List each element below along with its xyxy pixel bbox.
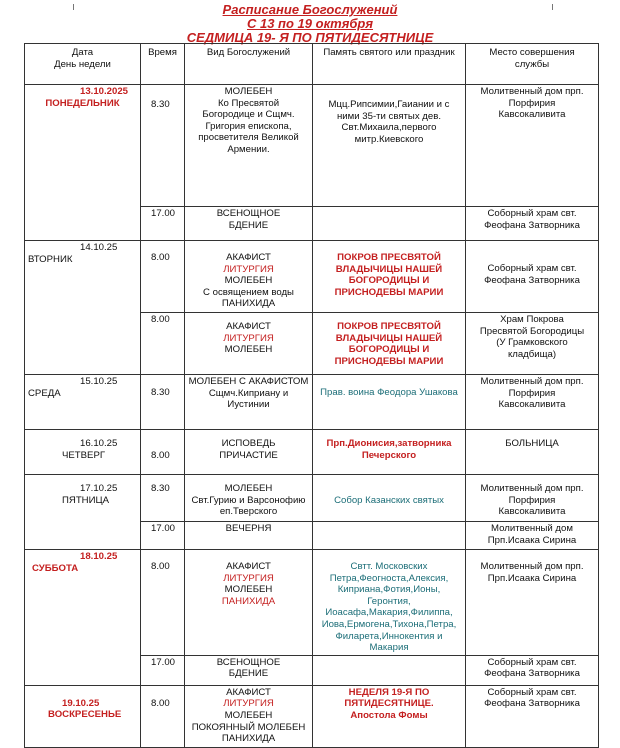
place-cell xyxy=(466,430,599,475)
memory-line: Печерского xyxy=(361,449,417,461)
time-cell: 8.00 xyxy=(141,550,185,656)
place-cell xyxy=(466,655,599,685)
service-line: Сщмч.Киприану и xyxy=(208,387,289,399)
service-line: АКАФИСТ xyxy=(226,321,271,332)
place-cell xyxy=(466,685,599,747)
place-line: Молитвенный дом прп. xyxy=(480,483,584,494)
time-cell: 8.00 xyxy=(141,685,185,747)
service-line: Богородице и Сщмч. xyxy=(202,109,295,121)
col-date-header xyxy=(25,44,141,85)
service-line: ЛИТУРГИЯ xyxy=(223,263,274,275)
memory-cell xyxy=(313,241,466,313)
place-line: БОЛЬНИЦА xyxy=(505,438,559,449)
service-line: ПАНИХИДА xyxy=(221,733,276,745)
service-cell xyxy=(185,85,313,207)
service-line: БДЕНИЕ xyxy=(228,219,269,231)
memory-line: ВЛАДЫЧИЦЫ НАШЕЙ xyxy=(335,263,443,275)
service-line: МОЛЕБЕН xyxy=(224,344,273,356)
place-cell xyxy=(466,85,599,207)
service-line: ПОКОЯННЫЙ МОЛЕБЕН xyxy=(191,721,306,733)
place-line: Пресвятой Богородицы xyxy=(479,325,585,337)
service-line: Григория епископа, xyxy=(205,120,292,132)
memory-cell xyxy=(313,655,466,685)
place-cell xyxy=(466,207,599,241)
table-row xyxy=(25,475,599,522)
memory-line: ПРИСНОДЕВЫ МАРИИ xyxy=(334,355,444,367)
service-cell xyxy=(185,375,313,430)
memory-cell xyxy=(313,375,466,430)
place-line: Молитвенный дом прп. xyxy=(480,86,584,97)
place-cell xyxy=(466,375,599,430)
place-line: Храм Покрова xyxy=(500,314,564,325)
table-row xyxy=(25,85,599,207)
col-service-header: Вид Богослужений xyxy=(185,44,313,85)
time-cell: 17.00 xyxy=(141,522,185,550)
memory-cell xyxy=(313,475,466,522)
service-line: ЛИТУРГИЯ xyxy=(223,332,274,344)
time-cell: 8.30 xyxy=(141,475,185,522)
service-line: ПАНИХИДА xyxy=(221,595,276,607)
place-line: Порфирия xyxy=(508,387,556,399)
place-line: Порфирия xyxy=(508,494,556,506)
memory-line: Геронтия, xyxy=(367,595,411,607)
place-cell xyxy=(466,475,599,522)
service-line: АКАФИСТ xyxy=(226,686,271,698)
table-row xyxy=(25,241,599,313)
date-value: 14.10.25 xyxy=(80,242,118,253)
memory-cell xyxy=(313,313,466,375)
service-line: МОЛЕБЕН xyxy=(224,483,273,494)
memory-cell xyxy=(313,550,466,656)
col-place-header xyxy=(466,44,599,85)
place-line: (У Грамковского xyxy=(496,337,568,349)
place-line: Молитвенный дом прп. xyxy=(480,561,584,572)
service-line: Иустинии xyxy=(227,399,270,411)
memory-line: митр.Киевского xyxy=(354,133,424,145)
day-value: ПОНЕДЕЛЬНИК xyxy=(45,97,120,109)
date-value: 19.10.25 xyxy=(62,697,100,709)
memory-line: Прав. воина Феодора Ушакова xyxy=(320,387,458,398)
place-line: Кавсокаливита xyxy=(498,399,566,411)
place-line: Феофана Затворника xyxy=(484,274,580,286)
date-cell-sunday xyxy=(25,685,141,747)
service-cell xyxy=(185,430,313,475)
place-line: Феофана Затворника xyxy=(484,698,580,710)
schedule-table xyxy=(24,43,599,748)
memory-cell xyxy=(313,85,466,207)
service-cell xyxy=(185,207,313,241)
memory-line: ПРИСНОДЕВЫ МАРИИ xyxy=(334,286,444,298)
table-row xyxy=(25,430,599,475)
schedule-header xyxy=(0,0,620,45)
col-time-header: Время xyxy=(141,44,185,85)
service-line: АКАФИСТ xyxy=(226,252,271,263)
memory-cell xyxy=(313,685,466,747)
service-line: МОЛЕБЕН xyxy=(224,709,273,721)
memory-line: Мцц.Рипсимии,Гаиании и с xyxy=(328,99,450,110)
place-line: Кавсокаливита xyxy=(498,109,566,121)
place-line: Соборный храм свт. xyxy=(487,263,577,274)
service-line: ПРИЧАСТИЕ xyxy=(219,449,278,461)
service-line: МОЛЕБЕН xyxy=(224,86,273,97)
service-line: МОЛЕБЕН С АКАФИСТОМ xyxy=(188,376,309,387)
place-line: Молитвенный дом xyxy=(491,523,573,534)
service-cell xyxy=(185,550,313,656)
memory-line: Киприана,Фотия,Ионы, xyxy=(337,584,441,596)
memory-line: БОГОРОДИЦЫ И xyxy=(348,344,430,356)
time-cell: 8.00 xyxy=(141,313,185,375)
col-place-label: Место совершения xyxy=(489,47,575,58)
memory-line: ПОКРОВ ПРЕСВЯТОЙ xyxy=(337,321,441,332)
time-cell: 8.30 xyxy=(141,375,185,430)
memory-cell xyxy=(313,430,466,475)
place-cell xyxy=(466,241,599,313)
date-cell-saturday xyxy=(25,550,141,686)
schedule-dates: С 13 по 19 октября xyxy=(246,16,374,31)
col-place-label-2: службы xyxy=(514,58,550,70)
memory-line: ними 35-ти святых дев. xyxy=(337,110,441,122)
table-row xyxy=(25,685,599,747)
service-line: еп.Тверского xyxy=(219,506,278,518)
service-cell xyxy=(185,313,313,375)
service-line: ИСПОВЕДЬ xyxy=(221,438,276,449)
service-line: ЛИТУРГИЯ xyxy=(223,698,274,710)
schedule-week: СЕДМИЦА 19- Я ПО ПЯТИДЕСЯТНИЦЕ xyxy=(186,30,434,45)
place-line: Молитвенный дом прп. xyxy=(480,376,584,387)
service-line: ВСЕНОЩНОЕ xyxy=(216,656,281,668)
memory-line: Собор Казанских святых xyxy=(334,495,444,506)
service-line: просветителя Великой xyxy=(198,132,299,144)
place-line: Прп.Исаака Сирина xyxy=(487,572,577,584)
place-line: Прп.Исаака Сирина xyxy=(487,534,577,546)
place-line: кладбища) xyxy=(507,348,557,360)
place-cell xyxy=(466,313,599,375)
memory-line: ПОКРОВ ПРЕСВЯТОЙ xyxy=(337,252,441,263)
day-value: ВТОРНИК xyxy=(28,253,73,265)
day-value: ВОСКРЕСЕНЬЕ xyxy=(48,709,122,721)
service-line: МОЛЕБЕН xyxy=(224,584,273,596)
place-line: Соборный храм свт. xyxy=(487,686,577,698)
place-line: Соборный храм свт. xyxy=(487,208,577,219)
memory-line: Апостола Фомы xyxy=(350,709,428,721)
time-cell: 8.30 xyxy=(141,85,185,207)
service-line: С освящением воды xyxy=(203,286,294,298)
memory-line: Прп.Дионисия,затворника xyxy=(326,438,452,449)
service-line: Армении. xyxy=(227,143,270,155)
schedule-title: Расписание Богослужений xyxy=(222,2,398,17)
time-cell: 17.00 xyxy=(141,207,185,241)
service-line: ВЕЧЕРНЯ xyxy=(225,523,272,534)
memory-line: БОГОРОДИЦЫ И xyxy=(348,275,430,287)
date-value: 17.10.25 xyxy=(80,483,118,494)
place-line: Соборный храм свт. xyxy=(487,656,577,668)
place-line: Феофана Затворника xyxy=(484,219,580,231)
table-header-row xyxy=(25,44,599,85)
table-row xyxy=(25,550,599,656)
date-cell-wednesday xyxy=(25,375,141,430)
time-cell: 8.00 xyxy=(141,241,185,313)
place-line: Кавсокаливита xyxy=(498,506,566,518)
day-value: ЧЕТВЕРГ xyxy=(62,449,106,461)
col-date-label: Дата xyxy=(71,47,94,58)
date-value: 18.10.25 xyxy=(80,551,118,562)
crop-mark-left xyxy=(73,4,74,10)
service-line: БДЕНИЕ xyxy=(228,668,269,680)
date-cell-tuesday xyxy=(25,241,141,375)
crop-mark-right xyxy=(552,4,553,10)
memory-line: Петра,Феогноста,Алексия, xyxy=(329,572,449,584)
day-value: СУББОТА xyxy=(32,562,79,574)
day-value: ПЯТНИЦА xyxy=(62,494,110,506)
memory-line: ВЛАДЫЧИЦЫ НАШЕЙ xyxy=(335,332,443,344)
table-row xyxy=(25,375,599,430)
memory-line: ПЯТИДЕСЯТНИЦЕ. xyxy=(344,698,434,710)
place-cell xyxy=(466,550,599,656)
place-line: Порфирия xyxy=(508,97,556,109)
place-cell xyxy=(466,522,599,550)
memory-line: Свтт. Московских xyxy=(350,561,428,572)
date-value: 15.10.25 xyxy=(80,376,118,387)
col-day-label: День недели xyxy=(54,58,111,70)
date-value: 13.10.2025 xyxy=(80,86,129,97)
time-cell: 17.00 xyxy=(141,655,185,685)
memory-line: Макария xyxy=(369,642,409,654)
time-cell: 8.00 xyxy=(141,430,185,475)
memory-line: Иоасафа,Макария,Филиппа, xyxy=(325,607,453,619)
service-cell xyxy=(185,685,313,747)
service-cell xyxy=(185,655,313,685)
date-value: 16.10.25 xyxy=(80,438,118,449)
memory-line: НЕДЕЛЯ 19-Я ПО xyxy=(348,686,430,698)
memory-line: Свт.Михаила,первого xyxy=(341,122,437,134)
place-line: Феофана Затворника xyxy=(484,668,580,680)
service-line: Ко Пресвятой xyxy=(217,97,280,109)
col-memory-header: Память святого или праздник xyxy=(313,44,466,85)
memory-line: Филарета,Иннокентия и xyxy=(335,630,443,642)
service-line: ВСЕНОЩНОЕ xyxy=(216,208,281,219)
date-cell-monday xyxy=(25,85,141,241)
memory-cell xyxy=(313,522,466,550)
service-cell xyxy=(185,241,313,313)
service-cell xyxy=(185,522,313,550)
date-cell-friday xyxy=(25,475,141,550)
service-line: Свт.Гурию и Варсонофию xyxy=(191,494,306,506)
service-line: АКАФИСТ xyxy=(226,561,271,572)
date-cell-thursday xyxy=(25,430,141,475)
day-value: СРЕДА xyxy=(28,387,61,399)
service-line: ЛИТУРГИЯ xyxy=(223,572,274,584)
service-line: МОЛЕБЕН xyxy=(224,275,273,287)
memory-cell xyxy=(313,207,466,241)
memory-line: Иова,Ермогена,Тихона,Петра, xyxy=(321,618,457,630)
service-cell xyxy=(185,475,313,522)
service-line: ПАНИХИДА xyxy=(221,298,276,310)
